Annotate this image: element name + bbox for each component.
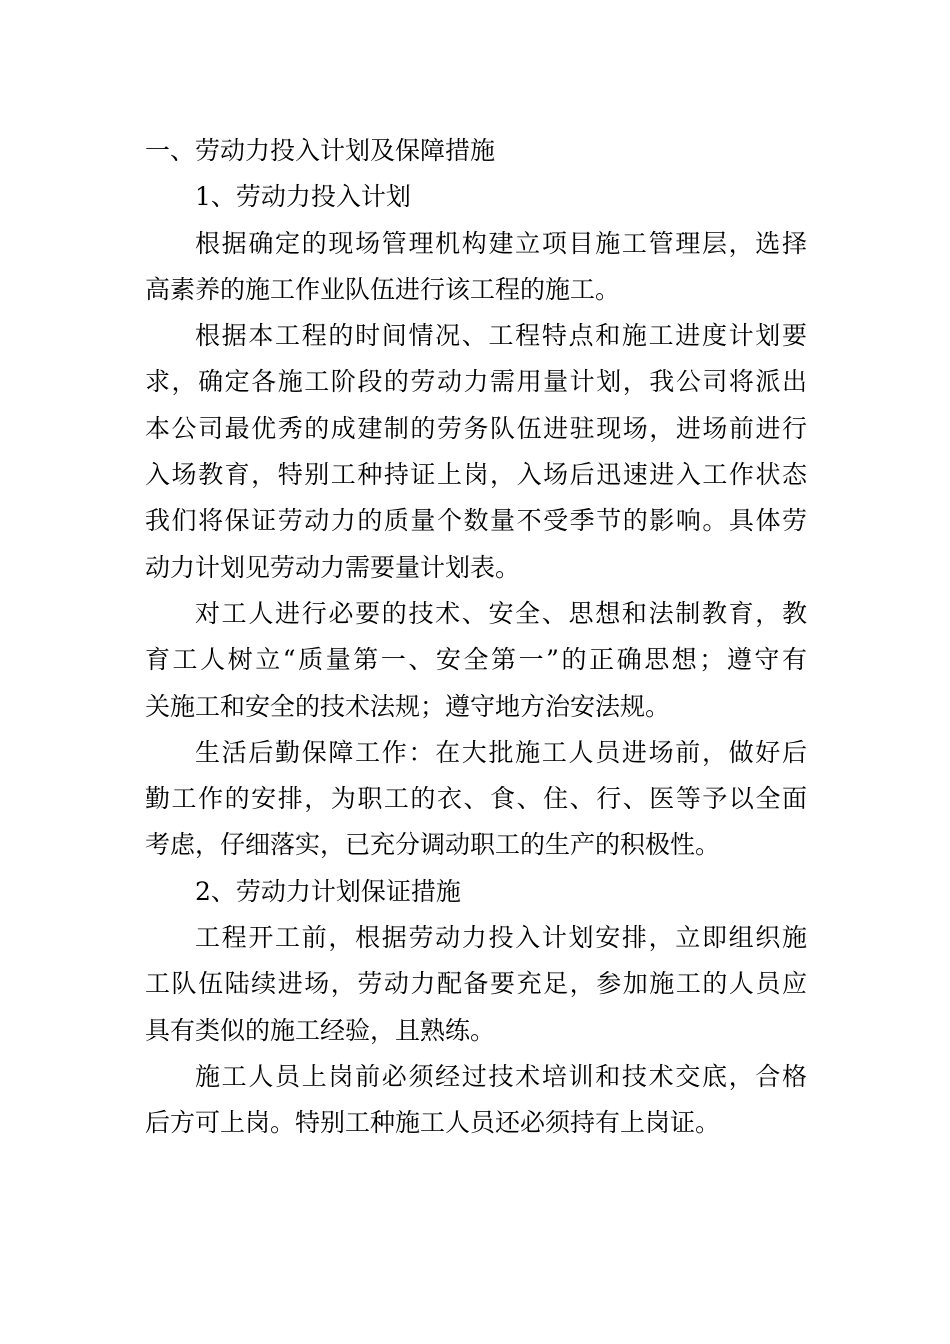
paragraph-line: 对工人进行必要的技术、安全、思想和法制教育，教 [195, 598, 807, 628]
paragraph-line: 本公司最优秀的成建制的劳务队伍进驻现场，进场前进行 [145, 413, 807, 443]
paragraph-6 [145, 1054, 807, 1147]
paragraph-line: 工程开工前，根据劳动力投入计划安排，立即组织施 [195, 923, 807, 953]
paragraph-line: 入场教育，特别工种持证上岗，入场后迅速进入工作状态 [145, 460, 807, 490]
paragraph-line: 勤工作的安排，为职工的衣、食、住、行、医等予以全面 [145, 784, 807, 814]
paragraph-line: 育工人树立“质量第一、安全第一”的正确思想；遵守有 [145, 645, 807, 675]
document-page [145, 128, 807, 1147]
paragraph-5 [145, 915, 807, 1054]
paragraph-line: 关施工和安全的技术法规；遵守地方治安法规。 [145, 691, 671, 721]
paragraph-line: 高素养的施工作业队伍进行该工程的施工。 [145, 274, 621, 304]
paragraph-line: 我们将保证劳动力的质量个数量不受季节的影响。具体劳 [145, 506, 807, 536]
paragraph-line: 求，确定各施工阶段的劳动力需用量计划，我公司将派出 [145, 367, 807, 397]
paragraph-line: 考虑，仔细落实，已充分调动职工的生产的积极性。 [145, 830, 721, 860]
paragraph-4 [145, 730, 807, 869]
section-2-title: 2、劳动力计划保证措施 [195, 876, 461, 906]
paragraph-line: 工队伍陆续进场，劳动力配备要充足，参加施工的人员应 [145, 969, 807, 999]
paragraph-line: 施工人员上岗前必须经过技术培训和技术交底，合格 [195, 1061, 807, 1091]
paragraph-1 [145, 221, 807, 314]
paragraph-line: 具有类似的施工经验，且熟练。 [145, 1015, 496, 1045]
paragraph-2 [145, 313, 807, 591]
paragraph-line: 根据确定的现场管理机构建立项目施工管理层，选择 [195, 228, 807, 258]
paragraph-line: 根据本工程的时间情况、工程特点和施工进度计划要 [195, 321, 807, 351]
paragraph-line: 后方可上岗。特别工种施工人员还必须持有上岗证。 [145, 1108, 721, 1138]
main-heading: 一、劳动力投入计划及保障措施 [145, 136, 496, 165]
section-1-title: 1、劳动力投入计划 [195, 182, 411, 212]
paragraph-line: 生活后勤保障工作：在大批施工人员进场前，做好后 [195, 737, 807, 767]
paragraph-3 [145, 591, 807, 730]
paragraph-line: 动力计划见劳动力需要量计划表。 [145, 552, 521, 582]
